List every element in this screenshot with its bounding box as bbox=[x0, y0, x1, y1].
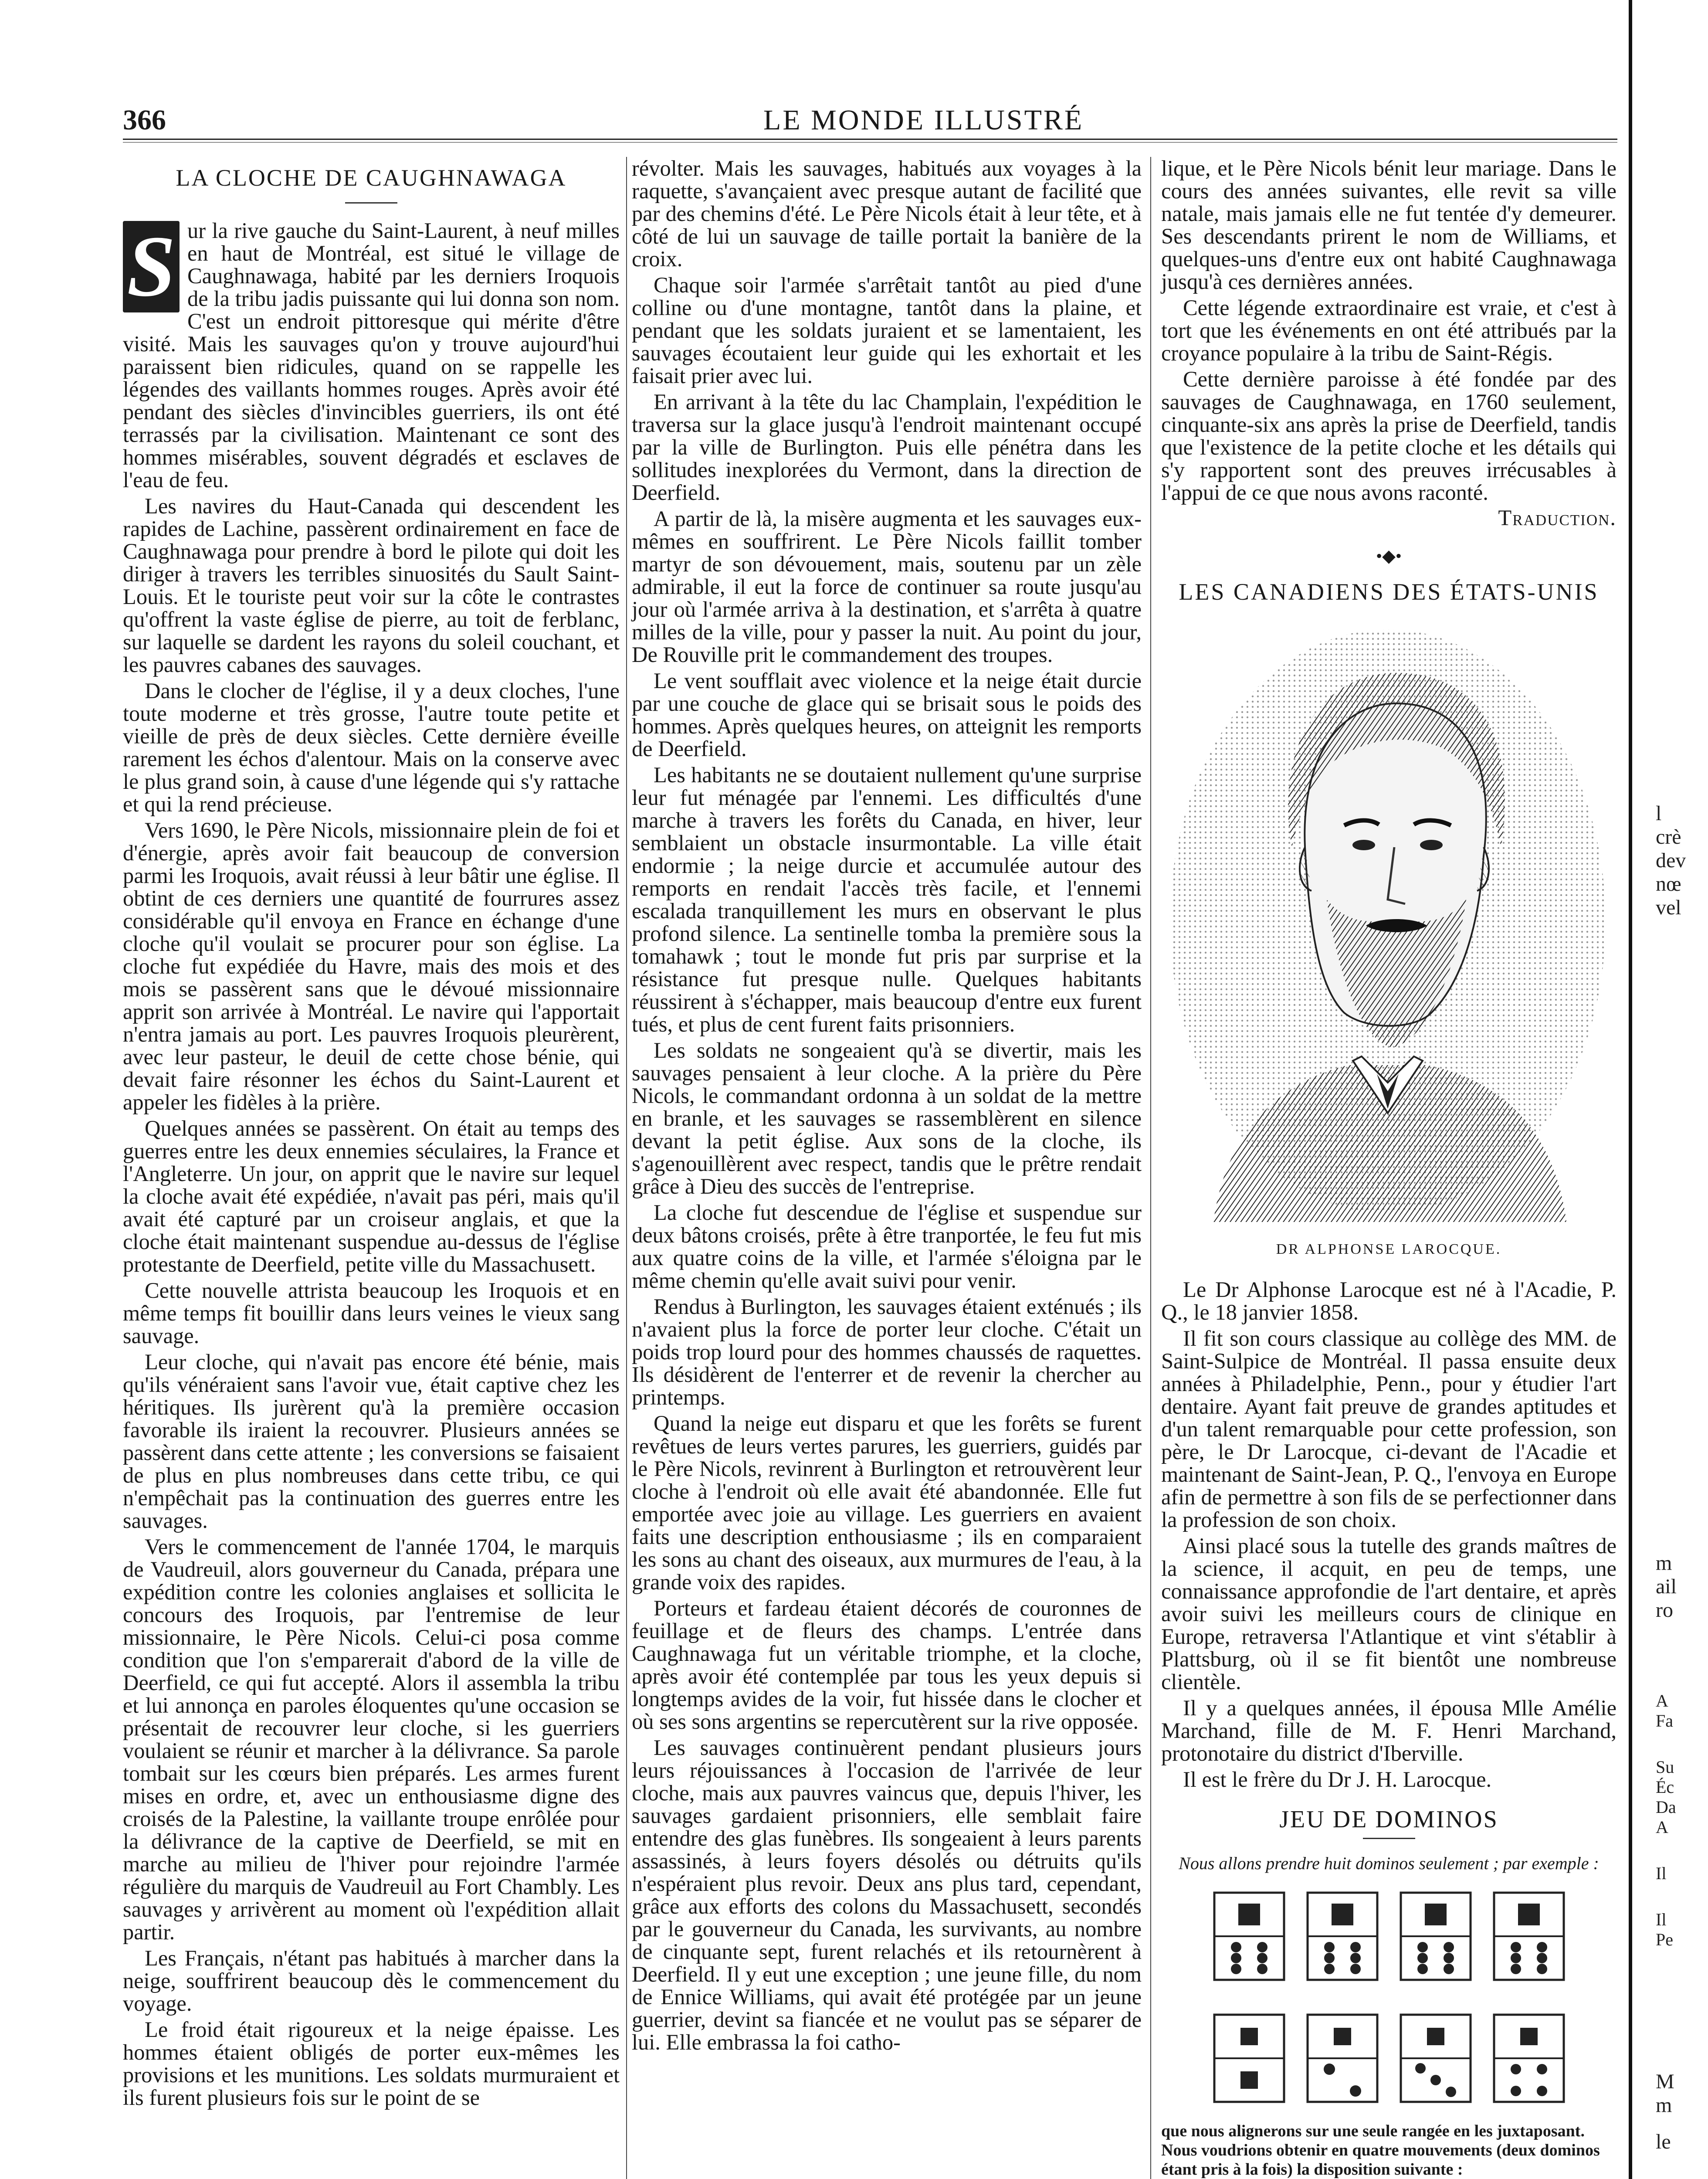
article-paragraph: Les sauvages continuèrent pendant plusieurs jours leurs réjouissances à l'occasion de l'arrivée de leur cloche, mais aux pauvres vaincus que, depuis l'hiver, les sauvages gardaient prisonniers, elle semblait faire entendre des glas funèbres. Ils songeaient à leurs parents assassinés, à leurs foyers désolés ou détruits qu'ils n'espéraient plus revoir. Deux ans plus tard, cependant, grâce aux efforts des colons du Massachusett, secondés par le gouverneur du Canada, les survivants, au nombre de cinquante sept, furent relachés et ils retournèrent à Deerfield. Il y eut une exception ; une jeune fille, du nom de Ennice Williams, qui avait été protégée par un jeune guerrier, devint sa fiancée et ne voulut pas se séparer de lui. Elle embrassa la foi catho- bbox=[632, 1735, 1142, 2054]
article-paragraph: Le froid était rigoureux et la neige épaisse. Les hommes étaient obligés de porter eux-mêmes les provisions et les munitions. Les soldats murmuraient et ils furent plusieurs fois sur le point de se bbox=[123, 2017, 620, 2110]
ornament: •◆• bbox=[1376, 546, 1402, 566]
domino bbox=[1212, 1891, 1286, 1982]
section-title: LES CANADIENS DES ÉTATS-UNIS bbox=[1179, 579, 1599, 605]
article-paragraph: Les soldats ne songeaient qu'à se divertir, mais les sauvages pensaient à leur cloche. A la prière du Père Nicols, le commandant ordonna à un soldat de la mettre en branle, et les sauvages se rassemblèrent en silence devant la petit église. Aux sons de la cloche, ils s'agenouillèrent avec respect, tandis que le prêtre rendait grâce à Dieu des succès de l'entreprise. bbox=[632, 1038, 1142, 1198]
article-paragraph: La cloche fut descendue de l'église et suspendue sur deux bâtons croisés, prête à être tranportée, le feu fut mis aux quatre coins de la ville, et l'armée s'éloigna par le même chemin qu'elle avait suivi pour venir. bbox=[632, 1200, 1142, 1293]
article-paragraph: Leur cloche, qui n'avait pas encore été bénie, mais qu'ils vénéraient sans l'avoir vue, était captive chez les héritiques. Ils jurèrent qu'à la première occasion favorable ils iraient la recouvrer. Plusieurs années se passèrent dans cette attente ; les conversions se faisaient de plus en plus nombreuses dans cette tribu, ce qui n'empêchait pas la continuation des guerres entre les sauvages. bbox=[123, 1350, 620, 1533]
domino bbox=[1399, 2013, 1473, 2104]
adjacent-page-fragment: A Fa Su Éc Da A Il Il Pe bbox=[1656, 1691, 1676, 1949]
title-rule bbox=[345, 202, 397, 204]
domino-row bbox=[1161, 1891, 1616, 1982]
signature: Traduction. bbox=[1498, 506, 1616, 530]
article-paragraph: Cette dernière paroisse à été fondée par des sauvages de Caughnawaga, en 1760 seulement, cinquante-six ans après la prise de Deerfield, tandis que l'existence de la petite cloche et les détails qui s'y rapportent sont des preuves irrécusables à l'appui de ce que nous avons raconté. bbox=[1161, 367, 1616, 505]
article-paragraph: Chaque soir l'armée s'arrêtait tantôt au pied d'une colline ou d'une montagne, tantôt dans la plaine, et pendant que les soldats juraient et se lamentaient, les sauvages écoutaient leur guide qui les exhortait et les faisait prier avec lui. bbox=[632, 273, 1142, 388]
article-paragraph: Quelques années se passèrent. On était au temps des guerres entre les deux ennemies séculaires, la France et l'Angleterre. Un jour, on apprit que le navire sur lequel la cloche avait été expédiée, n'avait pas péri, mais qu'il avait été capturé par un croiseur anglais, et que la cloche était maintenant suspendue au-dessus de l'église protestante de Deerfield, petite ville du Massachusett. bbox=[123, 1116, 620, 1276]
adjacent-page-fragment: m ail ro bbox=[1656, 1551, 1677, 1622]
header-rule-thin bbox=[123, 142, 1617, 143]
article-paragraph: révolter. Mais les sauvages, habitués aux voyages à la raquette, s'avançaient avec presque autant de facilité que par des chemins d'été. Le Père Nicols était à leur tête, et à côté de lui un sauvage de taille portait la banière de la croix. bbox=[632, 156, 1142, 271]
article-paragraph: En arrivant à la tête du lac Champlain, l'expédition le traversa sur la glace jusqu'à l'endroit maintenant occupé par la ville de Burlington. Puis elle pénétra dans les sollitudes inexplorées du Vermont, dans la direction de Deerfield. bbox=[632, 390, 1142, 505]
domino bbox=[1212, 2013, 1286, 2104]
puzzle-text: que nous alignerons sur une seule rangée en les juxtaposant. Nous voudrions obtenir en quatre mouvements (deux dominos étant pris à la fois) la disposition suivante : bbox=[1161, 2122, 1600, 2179]
article-paragraph: Les Français, n'étant pas habitués à marcher dans la neige, souffrirent beaucoup dès le commencement du voyage. bbox=[123, 1946, 620, 2016]
adjacent-page-fragment: l crè dev nœ vel bbox=[1656, 802, 1686, 919]
masthead bbox=[123, 104, 1617, 139]
portrait-caption: DR ALPHONSE LAROCQUE. bbox=[1276, 1241, 1502, 1257]
article-paragraph: Il fit son cours classique au collège des MM. de Saint-Sulpice de Montréal. Il passa ensuite deux années à Philadelphie, Penn., pour y étudier l'art dentaire. Ayant fait preuve de grandes aptitudes et d'un talent remarquable pour cette profession, son père, le Dr Larocque, ci-devant de l'Acadie et maintenant de Saint-Jean, P. Q., l'envoya en Europe afin de permettre à son fils de se perfectionner dans la profession de son choix. bbox=[1161, 1326, 1616, 1532]
domino bbox=[1492, 2013, 1566, 2104]
article-paragraph: Il y a quelques années, il épousa Mlle Amélie Marchand, fille de M. F. Henri Marchand, protonotaire du district d'Iberville. bbox=[1161, 1696, 1616, 1765]
article-paragraph: Vers le commencement de l'année 1704, le marquis de Vaudreuil, alors gouverneur du Canada, prépara une expédition contre les colonies anglaises et sollicita le concours des Iroquois, par l'entremise de leur missionnaire, le Père Nicols. Celui-ci posa comme condition que l'on s'emparerait d'abord de la ville de Deerfield, ce qui fut accepté. Alors il assembla la tribu et lui annonça en paroles éloquentes qu'une occasion se présentait de recouvrer leur cloche, si les guerriers voulaient se réunir et marcher à la délivrance. Sa parole tombait sur les cœurs bien préparés. Les armes furent mises en ordre, et, avec un enthousiasme digne des croisés de la Palestine, la vaillante troupe enrôlée pour la délivrance de la captive de Deerfield, se mit en marche au milieu de l'hiver pour rejoindre l'armée régulière du marquis de Vaudreuil au Fort Chambly. Les sauvages y arrivèrent au moment où l'expédition allait partir. bbox=[123, 1534, 620, 1944]
article-paragraph: lique, et le Père Nicols bénit leur mariage. Dans le cours des années suivantes, elle revit sa ville natale, mais jamais elle ne fut tentée d'y demeurer. Ses descendants prirent le nom de Williams, et quelques-uns d'entre eux ont habité Caughnawaga jusqu'à ces dernières années. bbox=[1161, 156, 1616, 294]
portrait-engraving bbox=[1161, 621, 1614, 1222]
column-1 bbox=[123, 157, 620, 2109]
puzzle-intro: Nous allons prendre huit dominos seulement ; par exemple : bbox=[1179, 1853, 1599, 1873]
domino bbox=[1305, 2013, 1379, 2104]
article-paragraph: S ur la rive gauche du Saint-Laurent, à neuf milles en haut de Montréal, est situé le village de Caughnawaga, habité par les derniers Iroquois de la tribu jadis puissante qui lui donna son nom. C'est un endroit pittoresque qui mérite d'être visité. Mais les sauvages qu'on y trouve aujourd'hui paraissent bien ridicules, quand on se rappelle les légendes des vaillants hommes rouges. Après avoir été pendant des siècles d'invincibles guerriers, ils ont été terrassés par la civilisation. Maintenant ce sont des hommes misérables, souvent dégradés et esclaves de l'eau de feu. bbox=[123, 218, 620, 492]
article-paragraph: A partir de là, la misère augmenta et les sauvages eux-mêmes en souffrirent. Le Père Nicols faillit tomber martyr de son dévouement, mais, soutenu par un zèle admirable, il eut la force de continuer sa route jusqu'au jour où l'armée arriva à la destination, et s'arrêta à quatre milles de la ville, pour y passer la nuit. Au point du jour, De Rouville prit le commandement des troupes. bbox=[632, 506, 1142, 667]
adjacent-page-fragment: M m le bbox=[1656, 2070, 1674, 2153]
article-paragraph: Ainsi placé sous la tutelle des grands maîtres de la science, il acquit, en peu de temps, une connaissance approfondie de l'art dentaire, et après avoir suivi les meilleurs cours de clinique en Europe, retraversa l'Atlantique et vint s'établir à Plattsburg, où il se fit bientôt une nombreuse clientèle. bbox=[1161, 1534, 1616, 1694]
column-divider bbox=[626, 157, 627, 2179]
article-paragraph: Les navires du Haut-Canada qui descendent les rapides de Lachine, passèrent ordinairement en face de Caughnawaga pour prendre à bord le pilote qui doit les diriger à travers les terribles sinuosités du Sault Saint-Louis. Et le touriste peut voir sur la côte le contrastes qu'offrent la vaste église de pierre, au toit de ferblanc, sur laquelle se dardent les rayons du soleil couchant, et les pauvres cabanes des sauvages. bbox=[123, 494, 620, 677]
article-paragraph: Le Dr Alphonse Larocque est né à l'Acadie, P. Q., le 18 janvier 1858. bbox=[1161, 1277, 1616, 1324]
page-number: 366 bbox=[123, 104, 166, 136]
article-paragraph: Vers 1690, le Père Nicols, missionnaire plein de foi et d'énergie, après avoir fait beaucoup de conversion parmi les Iroquois, avait réussi à leur bâtir une église. Il obtint de ces derniers une quantité de fourrures assez considérable qu'il envoya en France en échange d'une cloche qu'il voulait se procurer pour son église. La cloche fut expédiée du Havre, mais des mois et des mois se passèrent sans que le dévoué missionnaire apprit son arrivée à Montréal. Le navire qui l'apportait n'entra jamais au port. Les pauvres Iroquois pleurèrent, avec leur pasteur, le deuil de cette chose bénie, qui devait faire résonner les échos du Saint-Laurent et appeler les fidèles à la prière. bbox=[123, 818, 620, 1114]
puzzle-title: JEU DE DOMINOS bbox=[1279, 1806, 1498, 1833]
domino bbox=[1305, 1891, 1379, 1982]
domino bbox=[1492, 1891, 1566, 1982]
column-2 bbox=[632, 157, 1142, 2053]
domino bbox=[1399, 1891, 1473, 1982]
article-paragraph: Il est le frère du Dr J. H. Larocque. bbox=[1183, 1767, 1492, 1792]
article-paragraph: Dans le clocher de l'église, il y a deux cloches, l'une toute moderne et très grosse, l'autre toute petite et vieille de près de deux siècles. Cette dernière éveille rarement les échos d'alentour. Mais on la conserve avec le plus grand soin, à cause d'une légende qui s'y rattache et qui la rend précieuse. bbox=[123, 679, 620, 816]
header-rule bbox=[123, 139, 1617, 140]
page-edge bbox=[1629, 0, 1632, 2179]
title-rule bbox=[1363, 1838, 1415, 1839]
article-paragraph: Cette légende extraordinaire est vraie, et c'est à tort que les événements en ont été attribués par la croyance populaire à la tribu de Saint-Régis. bbox=[1161, 295, 1616, 365]
article-title: LA CLOCHE DE CAUGHNAWAGA bbox=[176, 165, 567, 191]
drop-cap: S bbox=[123, 221, 180, 312]
article-paragraph: Les habitants ne se doutaient nullement qu'une surprise leur fut ménagée par l'ennemi. Les difficultés d'une marche à travers les forêts du Canada, en hiver, leur semblaient un obstacle insurmontable. La ville était endormie ; la neige durcie et accumulée autour des remports en rendait l'accès très facile, et l'ennemi escalada tranquillement les murs en observant le plus profond silence. La sentinelle tomba la première sous la tomahawk ; tout le monde fut pris par surprise et la résistance fut presque nulle. Quelques habitants réussirent à s'échapper, mais beaucoup d'entre eux furent tués, et plus de cent furent faits prisonniers. bbox=[632, 763, 1142, 1036]
article-paragraph: Quand la neige eut disparu et que les forêts se furent revêtues de leurs vertes parures, les guerriers, guidés par le Père Nicols, revinrent à Burlington et retrouvèrent leur cloche à l'endroit où elle avait été abandonnée. Elle fut emportée avec joie au village. Les guerriers en avaient faits une description enthousiasme ; ils en comparaient les sons au chant des oiseaux, aux murmures de l'eau, à la grande voix des rapides. bbox=[632, 1411, 1142, 1594]
article-paragraph: Porteurs et fardeau étaient décorés de couronnes de feuillage et de fleurs des champs. L'entrée dans Caughnawaga fut un véritable triomphe, et la cloche, après avoir été contemplée par tous les yeux depuis si longtemps avides de la voir, fut hissée dans le clocher et où ses sons argentins se repercutèrent sur la rive opposée. bbox=[632, 1596, 1142, 1734]
column-3 bbox=[1161, 157, 1616, 2179]
article-paragraph: Le vent soufflait avec violence et la neige était durcie par une couche de glace qui se brisait sous le poids des hommes. Après quelques heures, on atteignit les remports de Deerfield. bbox=[632, 669, 1142, 761]
domino-row bbox=[1161, 2013, 1616, 2104]
journal-title: LE MONDE ILLUSTRÉ bbox=[763, 104, 1084, 136]
column-divider bbox=[1150, 157, 1151, 2179]
article-paragraph: Rendus à Burlington, les sauvages étaient exténués ; ils n'avaient plus la force de porter leur cloche. C'était un poids trop lourd pour des hommes chaussés de raquettes. Ils désidèrent de l'enterrer et de revenir la chercher au printemps. bbox=[632, 1294, 1142, 1409]
article-paragraph: Cette nouvelle attrista beaucoup les Iroquois et en même temps fit bouillir dans leurs veines le vieux sang sauvage. bbox=[123, 1278, 620, 1348]
